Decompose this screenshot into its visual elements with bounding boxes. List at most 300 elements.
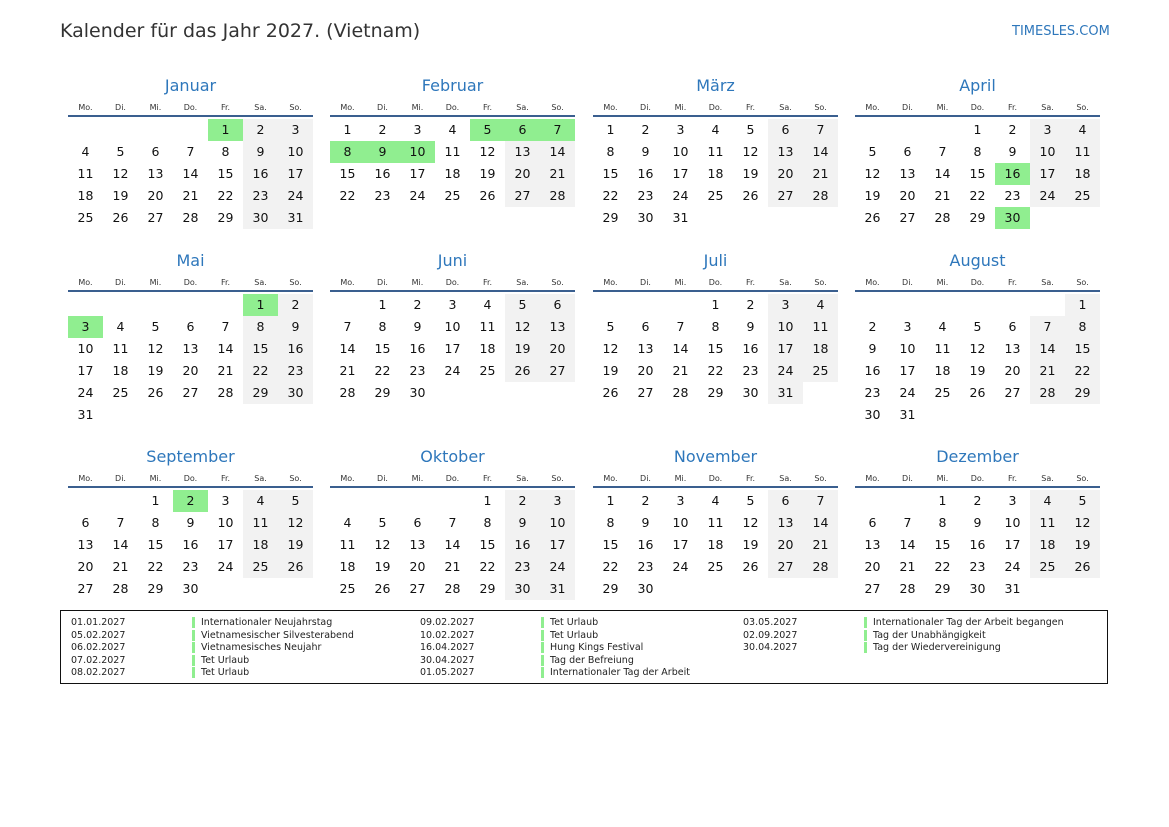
- weekday-label: Fr.: [220, 278, 231, 287]
- day-cell: 13: [540, 316, 575, 338]
- legend-color-marker: [541, 655, 544, 666]
- weekday-label: Do.: [183, 103, 198, 112]
- legend-color-marker: [541, 630, 544, 641]
- legend-holiday-name: Tag der Wiedervereinigung: [873, 642, 1001, 653]
- site-brand-link[interactable]: TIMESLES.COM: [1012, 24, 1110, 39]
- day-cell: 15: [374, 341, 391, 356]
- weekday-label: Sa.: [516, 103, 529, 112]
- day-cell: 30: [637, 210, 654, 225]
- weekday-label: Mi.: [674, 278, 687, 287]
- day-cell: 30: [243, 207, 278, 229]
- month-rule: [593, 486, 838, 488]
- weekday-label: Mo.: [340, 278, 355, 287]
- legend-holiday-name: Vietnamesisches Neujahr: [201, 642, 322, 653]
- legend-holiday-name: Tet Urlaub: [201, 667, 250, 678]
- day-cell: 30: [278, 382, 313, 404]
- weekday-label: Fr.: [745, 474, 756, 483]
- weekday-label: Di.: [377, 474, 388, 483]
- day-cell: 24: [672, 188, 689, 203]
- day-cell: 21: [182, 188, 199, 203]
- day-cell: 19: [969, 363, 986, 378]
- day-cell: 27: [540, 360, 575, 382]
- day-cell: 21: [934, 188, 951, 203]
- day-cell: 31: [899, 407, 916, 422]
- day-cell: 22: [147, 559, 164, 574]
- day-cell: 22: [602, 188, 619, 203]
- day-cell: 17: [77, 363, 94, 378]
- day-cell: 31: [672, 210, 689, 225]
- weekday-label: Mi.: [674, 474, 687, 483]
- day-cell: 25: [339, 581, 356, 596]
- day-cell: 29: [707, 385, 724, 400]
- weekday-label: Sa.: [779, 278, 792, 287]
- day-cell: 6: [81, 515, 90, 530]
- day-cell: 27: [899, 210, 916, 225]
- day-cell: 6: [1008, 319, 1017, 334]
- day-cell: 12: [374, 537, 391, 552]
- day-cell: 31: [77, 407, 94, 422]
- month-name: Mai: [176, 251, 205, 270]
- legend-holiday-name: Internationaler Neujahrstag: [201, 617, 333, 628]
- day-cell: 19: [112, 188, 129, 203]
- month-rule: [330, 290, 575, 292]
- weekday-label: Fr.: [1007, 474, 1018, 483]
- day-cell: 11: [707, 144, 724, 159]
- day-cell: 27: [1004, 385, 1021, 400]
- day-cell: 10: [1030, 141, 1065, 163]
- day-cell: 14: [112, 537, 129, 552]
- day-cell: 7: [803, 490, 838, 512]
- day-cell: 3: [903, 319, 912, 334]
- day-cell: 18: [707, 166, 724, 181]
- day-cell: 27: [147, 210, 164, 225]
- legend-entry: [420, 617, 760, 629]
- weekday-label: Di.: [902, 474, 913, 483]
- day-cell: 3: [448, 297, 457, 312]
- holiday-day: 8: [330, 141, 365, 163]
- day-cell: 20: [637, 363, 654, 378]
- day-cell: 13: [1004, 341, 1021, 356]
- legend-color-marker: [192, 642, 195, 653]
- day-cell: 21: [540, 163, 575, 185]
- day-cell: 22: [217, 188, 234, 203]
- weekday-label: Fr.: [1007, 103, 1018, 112]
- weekday-label: Fr.: [220, 474, 231, 483]
- holiday-day: 16: [995, 163, 1030, 185]
- day-cell: 25: [243, 556, 278, 578]
- day-cell: 11: [339, 537, 356, 552]
- day-cell: 16: [505, 534, 540, 556]
- legend-holiday-name: Tag der Befreiung: [550, 654, 634, 666]
- day-cell: 29: [217, 210, 234, 225]
- day-cell: 2: [378, 122, 387, 137]
- day-cell: 26: [505, 360, 540, 382]
- day-cell: 20: [182, 363, 199, 378]
- holiday-day: 9: [365, 141, 400, 163]
- month-rule: [855, 486, 1100, 488]
- day-cell: 14: [1030, 338, 1065, 360]
- day-cell: 3: [768, 294, 803, 316]
- holiday-day: 30: [995, 207, 1030, 229]
- day-cell: 21: [899, 559, 916, 574]
- holiday-day: 6: [505, 119, 540, 141]
- month-name: Oktober: [420, 447, 485, 466]
- day-cell: 11: [707, 515, 724, 530]
- day-cell: 4: [483, 297, 492, 312]
- day-cell: 22: [374, 363, 391, 378]
- day-cell: 18: [339, 559, 356, 574]
- day-cell: 9: [413, 319, 422, 334]
- legend-color-marker: [192, 655, 195, 666]
- day-cell: 24: [1004, 559, 1021, 574]
- legend-date: 30.04.2027: [743, 642, 798, 653]
- weekday-label: Mi.: [936, 474, 949, 483]
- weekday-label: Do.: [708, 278, 723, 287]
- weekday-label: Do.: [183, 474, 198, 483]
- day-cell: 12: [112, 166, 129, 181]
- month-rule: [593, 290, 838, 292]
- day-cell: 13: [899, 166, 916, 181]
- day-cell: 2: [278, 294, 313, 316]
- month-rule: [68, 486, 313, 488]
- weekday-label: Mo.: [340, 474, 355, 483]
- day-cell: 9: [278, 316, 313, 338]
- day-cell: 14: [899, 537, 916, 552]
- weekday-label: Di.: [902, 278, 913, 287]
- day-cell: 7: [116, 515, 125, 530]
- month-name: Februar: [421, 76, 484, 95]
- weekday-label: Fr.: [220, 103, 231, 112]
- weekday-label: So.: [289, 474, 302, 483]
- day-cell: 30: [505, 578, 540, 600]
- day-cell: 3: [676, 122, 685, 137]
- day-cell: 29: [374, 385, 391, 400]
- weekday-label: Sa.: [1041, 278, 1054, 287]
- day-cell: 12: [1065, 512, 1100, 534]
- day-cell: 2: [746, 297, 755, 312]
- day-cell: 23: [278, 360, 313, 382]
- day-cell: 7: [803, 119, 838, 141]
- day-cell: 13: [637, 341, 654, 356]
- day-cell: 23: [374, 188, 391, 203]
- day-cell: 16: [969, 537, 986, 552]
- legend-entry: [71, 642, 411, 654]
- day-cell: 16: [637, 537, 654, 552]
- day-cell: 23: [182, 559, 199, 574]
- day-cell: 15: [243, 338, 278, 360]
- legend-entry: [743, 642, 1083, 654]
- day-cell: 2: [641, 122, 650, 137]
- day-cell: 18: [803, 338, 838, 360]
- month-name: Dezember: [936, 447, 1019, 466]
- day-cell: 30: [742, 385, 759, 400]
- day-cell: 9: [186, 515, 195, 530]
- legend-color-marker: [192, 667, 195, 678]
- day-cell: 24: [278, 185, 313, 207]
- day-cell: 20: [409, 559, 426, 574]
- day-cell: 22: [1065, 360, 1100, 382]
- day-cell: 11: [112, 341, 129, 356]
- day-cell: 18: [934, 363, 951, 378]
- day-cell: 17: [1030, 163, 1065, 185]
- day-cell: 10: [672, 515, 689, 530]
- day-cell: 21: [803, 163, 838, 185]
- day-cell: 26: [864, 210, 881, 225]
- day-cell: 24: [444, 363, 461, 378]
- weekday-label: So.: [1076, 278, 1089, 287]
- day-cell: 8: [973, 144, 982, 159]
- day-cell: 21: [1030, 360, 1065, 382]
- day-cell: 17: [278, 163, 313, 185]
- day-cell: 12: [505, 316, 540, 338]
- day-cell: 19: [742, 166, 759, 181]
- day-cell: 23: [969, 559, 986, 574]
- day-cell: 23: [637, 188, 654, 203]
- day-cell: 16: [374, 166, 391, 181]
- weekday-label: Sa.: [254, 103, 267, 112]
- day-cell: 31: [1004, 581, 1021, 596]
- day-cell: 5: [746, 493, 755, 508]
- day-cell: 14: [803, 512, 838, 534]
- day-cell: 7: [221, 319, 230, 334]
- day-cell: 25: [479, 363, 496, 378]
- day-cell: 26: [969, 385, 986, 400]
- day-cell: 6: [903, 144, 912, 159]
- day-cell: 14: [217, 341, 234, 356]
- day-cell: 5: [1065, 490, 1100, 512]
- day-cell: 1: [973, 122, 982, 137]
- day-cell: 18: [77, 188, 94, 203]
- day-cell: 1: [938, 493, 947, 508]
- day-cell: 1: [606, 493, 615, 508]
- day-cell: 29: [969, 210, 986, 225]
- day-cell: 24: [768, 360, 803, 382]
- day-cell: 22: [934, 559, 951, 574]
- weekday-label: Do.: [708, 103, 723, 112]
- weekday-label: Mo.: [603, 474, 618, 483]
- weekday-label: Mi.: [936, 103, 949, 112]
- weekday-label: Mo.: [603, 103, 618, 112]
- day-cell: 26: [112, 210, 129, 225]
- day-cell: 17: [672, 166, 689, 181]
- day-cell: 13: [77, 537, 94, 552]
- legend-date: 01.01.2027: [71, 617, 126, 628]
- day-cell: 29: [602, 210, 619, 225]
- weekday-label: Di.: [115, 474, 126, 483]
- weekday-label: So.: [1076, 103, 1089, 112]
- day-cell: 15: [1065, 338, 1100, 360]
- day-cell: 28: [217, 385, 234, 400]
- weekday-label: Do.: [445, 103, 460, 112]
- day-cell: 20: [1004, 363, 1021, 378]
- day-cell: 18: [444, 166, 461, 181]
- day-cell: 24: [77, 385, 94, 400]
- day-cell: 1: [378, 297, 387, 312]
- day-cell: 6: [868, 515, 877, 530]
- day-cell: 21: [672, 363, 689, 378]
- day-cell: 7: [676, 319, 685, 334]
- day-cell: 11: [77, 166, 94, 181]
- day-cell: 23: [243, 185, 278, 207]
- day-cell: 20: [77, 559, 94, 574]
- day-cell: 19: [742, 537, 759, 552]
- day-cell: 26: [742, 559, 759, 574]
- day-cell: 10: [899, 341, 916, 356]
- weekday-label: Mo.: [78, 103, 93, 112]
- day-cell: 4: [343, 515, 352, 530]
- day-cell: 27: [182, 385, 199, 400]
- day-cell: 7: [343, 319, 352, 334]
- day-cell: 4: [448, 122, 457, 137]
- day-cell: 19: [602, 363, 619, 378]
- legend-entry: [420, 667, 760, 679]
- day-cell: 28: [934, 210, 951, 225]
- day-cell: 10: [77, 341, 94, 356]
- day-cell: 28: [182, 210, 199, 225]
- day-cell: 16: [243, 163, 278, 185]
- weekday-label: Mi.: [149, 278, 162, 287]
- legend-entry: [743, 617, 1083, 629]
- day-cell: 24: [540, 556, 575, 578]
- day-cell: 29: [147, 581, 164, 596]
- month-name: September: [146, 447, 235, 466]
- day-cell: 17: [540, 534, 575, 556]
- day-cell: 22: [479, 559, 496, 574]
- day-cell: 21: [803, 534, 838, 556]
- day-cell: 5: [151, 319, 160, 334]
- day-cell: 24: [1030, 185, 1065, 207]
- day-cell: 26: [278, 556, 313, 578]
- day-cell: 9: [973, 515, 982, 530]
- legend-date: 30.04.2027: [420, 654, 475, 666]
- day-cell: 27: [505, 185, 540, 207]
- day-cell: 27: [864, 581, 881, 596]
- legend-date: 10.02.2027: [420, 629, 475, 641]
- day-cell: 17: [444, 341, 461, 356]
- holiday-day: 10: [400, 141, 435, 163]
- month-name: März: [696, 76, 735, 95]
- day-cell: 6: [413, 515, 422, 530]
- day-cell: 2: [973, 493, 982, 508]
- day-cell: 13: [505, 141, 540, 163]
- day-cell: 13: [768, 512, 803, 534]
- weekday-label: So.: [551, 278, 564, 287]
- weekday-label: Mi.: [936, 278, 949, 287]
- weekday-label: Mo.: [865, 474, 880, 483]
- month-name: Juli: [703, 251, 728, 270]
- day-cell: 17: [217, 537, 234, 552]
- day-cell: 12: [864, 166, 881, 181]
- day-cell: 25: [803, 360, 838, 382]
- day-cell: 23: [505, 556, 540, 578]
- day-cell: 6: [768, 119, 803, 141]
- day-cell: 14: [339, 341, 356, 356]
- day-cell: 9: [641, 144, 650, 159]
- legend-entry: [420, 655, 760, 667]
- weekday-label: So.: [1076, 474, 1089, 483]
- weekday-label: Fr.: [482, 278, 493, 287]
- day-cell: 13: [768, 141, 803, 163]
- day-cell: 16: [637, 166, 654, 181]
- month-rule: [330, 486, 575, 488]
- day-cell: 10: [1004, 515, 1021, 530]
- weekday-label: Mo.: [340, 103, 355, 112]
- day-cell: 15: [602, 537, 619, 552]
- legend-date: 02.09.2027: [743, 629, 798, 641]
- day-cell: 6: [151, 144, 160, 159]
- weekday-label: Do.: [970, 278, 985, 287]
- day-cell: 9: [868, 341, 877, 356]
- weekday-label: Do.: [183, 278, 198, 287]
- day-cell: 18: [243, 534, 278, 556]
- month-rule: [593, 115, 838, 117]
- day-cell: 9: [746, 319, 755, 334]
- weekday-label: Sa.: [254, 474, 267, 483]
- day-cell: 24: [217, 559, 234, 574]
- day-cell: 17: [672, 537, 689, 552]
- legend-entry: [743, 630, 1083, 642]
- day-cell: 6: [641, 319, 650, 334]
- day-cell: 29: [1065, 382, 1100, 404]
- day-cell: 5: [868, 144, 877, 159]
- day-cell: 9: [505, 512, 540, 534]
- day-cell: 25: [707, 559, 724, 574]
- day-cell: 4: [711, 122, 720, 137]
- day-cell: 2: [868, 319, 877, 334]
- day-cell: 19: [147, 363, 164, 378]
- legend-holiday-name: Tet Urlaub: [550, 617, 599, 628]
- day-cell: 8: [606, 144, 615, 159]
- weekday-label: Di.: [377, 103, 388, 112]
- day-cell: 17: [1004, 537, 1021, 552]
- legend-color-marker: [192, 617, 195, 628]
- day-cell: 28: [540, 185, 575, 207]
- legend-entry: [71, 617, 411, 629]
- weekday-label: So.: [814, 278, 827, 287]
- day-cell: 7: [1030, 316, 1065, 338]
- day-cell: 18: [1065, 163, 1100, 185]
- day-cell: 1: [606, 122, 615, 137]
- legend-color-marker: [541, 642, 544, 653]
- month-rule: [68, 115, 313, 117]
- legend-holiday-name: Hung Kings Festival: [550, 642, 644, 653]
- day-cell: 19: [374, 559, 391, 574]
- legend-color-marker: [541, 617, 544, 628]
- day-cell: 6: [768, 490, 803, 512]
- weekday-label: Mi.: [411, 103, 424, 112]
- weekday-label: Sa.: [1041, 474, 1054, 483]
- legend-holiday-name: Internationaler Tag der Arbeit begangen: [873, 617, 1064, 628]
- day-cell: 5: [606, 319, 615, 334]
- weekday-label: Di.: [640, 103, 651, 112]
- day-cell: 2: [243, 119, 278, 141]
- legend-entry: [71, 630, 411, 642]
- day-cell: 3: [413, 122, 422, 137]
- day-cell: 8: [243, 316, 278, 338]
- day-cell: 18: [1030, 534, 1065, 556]
- weekday-label: Sa.: [779, 103, 792, 112]
- weekday-label: So.: [814, 474, 827, 483]
- day-cell: 12: [278, 512, 313, 534]
- day-cell: 3: [540, 490, 575, 512]
- weekday-label: Mi.: [149, 103, 162, 112]
- day-cell: 27: [768, 185, 803, 207]
- day-cell: 29: [602, 581, 619, 596]
- day-cell: 5: [278, 490, 313, 512]
- legend-color-marker: [864, 630, 867, 641]
- legend-date: 06.02.2027: [71, 642, 126, 653]
- day-cell: 25: [77, 210, 94, 225]
